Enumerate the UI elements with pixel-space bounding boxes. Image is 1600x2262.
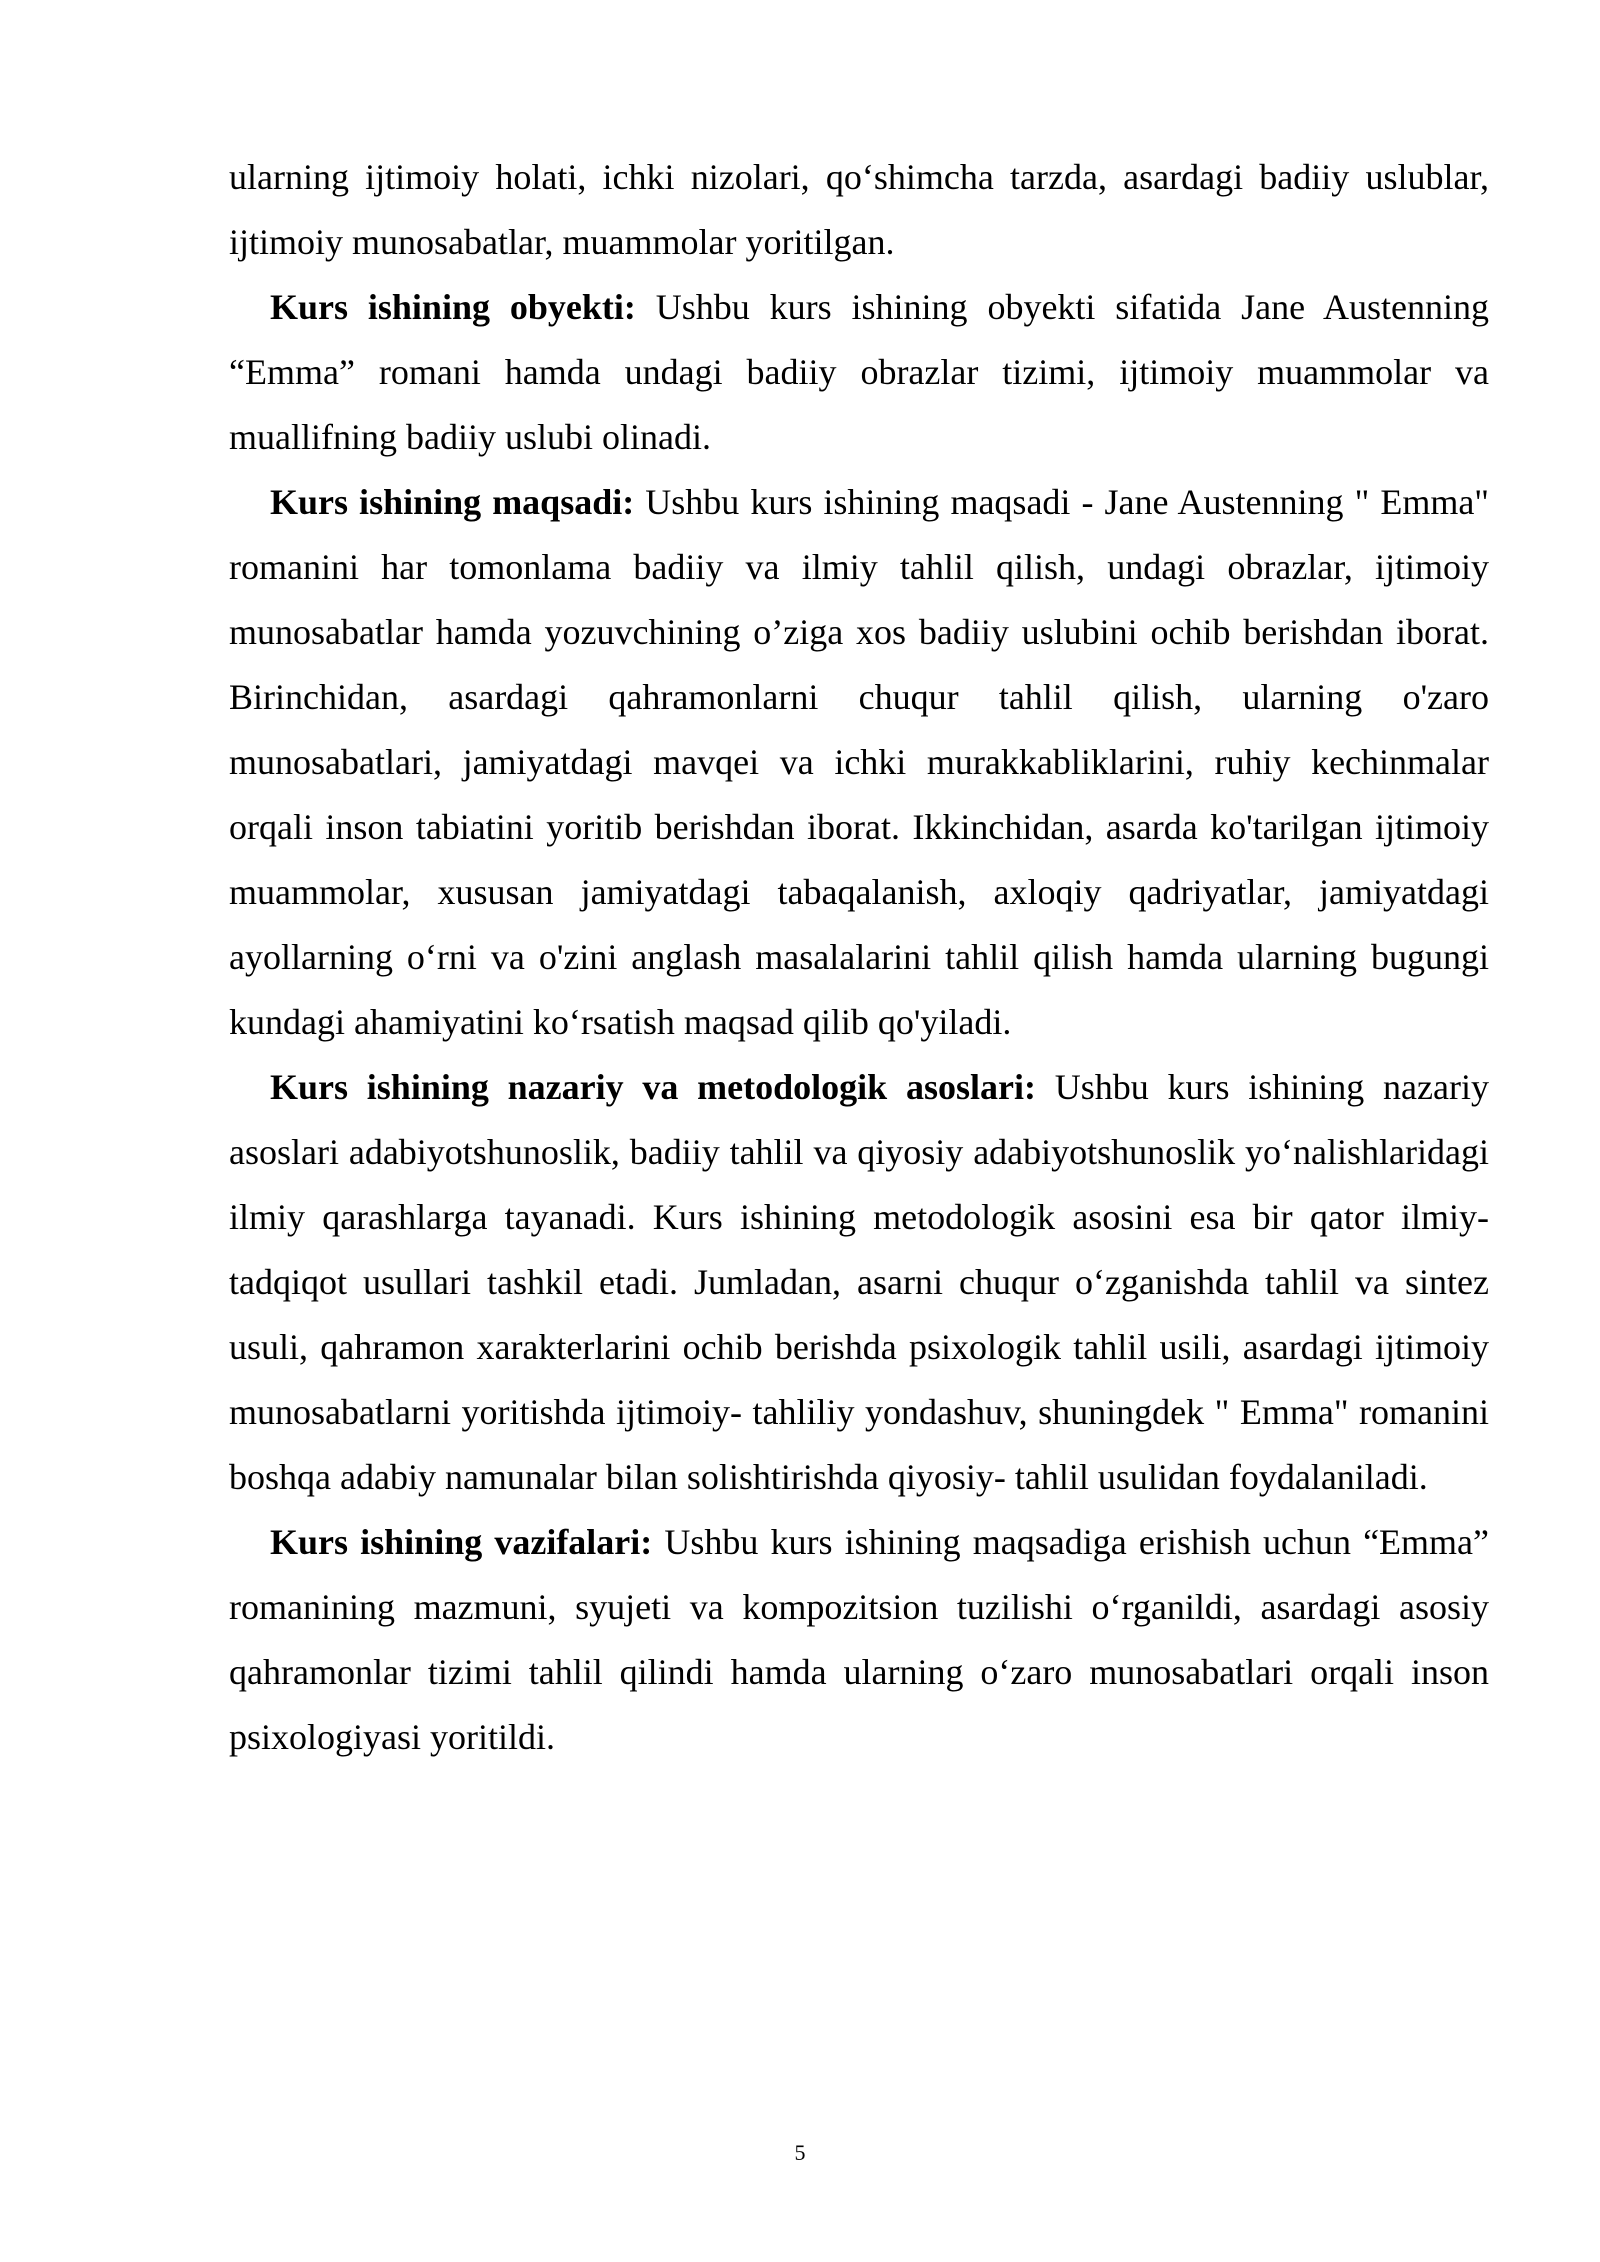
paragraph-text: Ushbu kurs ishining nazariy asoslari adabiyotshunoslik, badiiy tahlil va qiyosiy adabiyotshunoslik yo‘nalishlaridagi ilmiy qarashlarga tayanadi. Kurs ishining metodologik asosini esa bir qator ilmiy- tadqiqot usullari tashkil etadi. Jumladan, asarni chuqur o‘zganishda tahlil va sintez usuli, qahramon xarakterlarini ochib berishda psixologik tahlil usili, asardagi ijtimoiy munosabatlarni yoritishda ijtimoiy- tahliliy yondashuv, shuningdek " Emma" romanini boshqa adabiy namunalar bilan solishtirishda qiyosiy- tahlil usulidan foydalaniladi.	[229, 1067, 1489, 1497]
paragraph-text: Ushbu kurs ishining maqsadi - Jane Austenning " Emma" romanini har tomonlama badiiy va ilmiy tahlil qilish, undagi obrazlar, ijtimoiy munosabatlar hamda yozuvchining o’ziga xos badiiy uslubini ochib berishdan iborat. Birinchidan, asardagi qahramonlarni chuqur tahlil qilish, ularning o'zaro munosabatlari, jamiyatdagi mavqei va ichki murakkabliklarini, ruhiy kechinmalar orqali inson tabiatini yoritib berishdan iborat. Ikkinchidan, asarda ko'tarilgan ijtimoiy muammolar, xususan jamiyatdagi tabaqalanish, axloqiy qadriyatlar, jamiyatdagi ayollarning o‘rni va o'zini anglash masalalarini tahlil qilish hamda ularning bugungi kundagi ahamiyatini ko‘rsatish maqsad qilib qo'yiladi.	[229, 482, 1489, 1042]
paragraph-heading: Kurs ishining maqsadi:	[270, 482, 635, 522]
paragraph-heading: Kurs ishining obyekti:	[270, 287, 636, 327]
body-text	[229, 145, 1489, 1770]
paragraph-heading: Kurs ishining vazifalari:	[270, 1522, 653, 1562]
paragraph-research-object	[229, 275, 1489, 470]
page-number: 5	[794, 2140, 806, 2165]
paragraph-methodology	[229, 1055, 1489, 1510]
paragraph-text: Ushbu kurs ishining obyekti sifatida Jane Austenning “Emma” romani hamda undagi badiiy obrazlar tizimi, ijtimoiy muammolar va muallifning badiiy uslubi olinadi.	[229, 287, 1490, 457]
paragraph-heading: Kurs ishining nazariy va metodologik asoslari:	[270, 1067, 1036, 1107]
paragraph-text: Ushbu kurs ishining maqsadiga erishish uchun “Emma” romanining mazmuni, syujeti va kompozitsion tuzilishi o‘rganildi, asardagi asosiy qahramonlar tizimi tahlil qilindi hamda ularning o‘zaro munosabatlari orqali inson psixologiyasi yoritildi.	[229, 1522, 1490, 1757]
paragraph-text: ularning ijtimoiy holati, ichki nizolari, qo‘shimcha tarzda, asardagi badiiy uslublar, ijtimoiy munosabatlar, muammolar yoritilgan.	[229, 157, 1489, 262]
paragraph-continuation	[229, 145, 1489, 275]
paragraph-research-aim	[229, 470, 1489, 1055]
paragraph-tasks	[229, 1510, 1489, 1770]
